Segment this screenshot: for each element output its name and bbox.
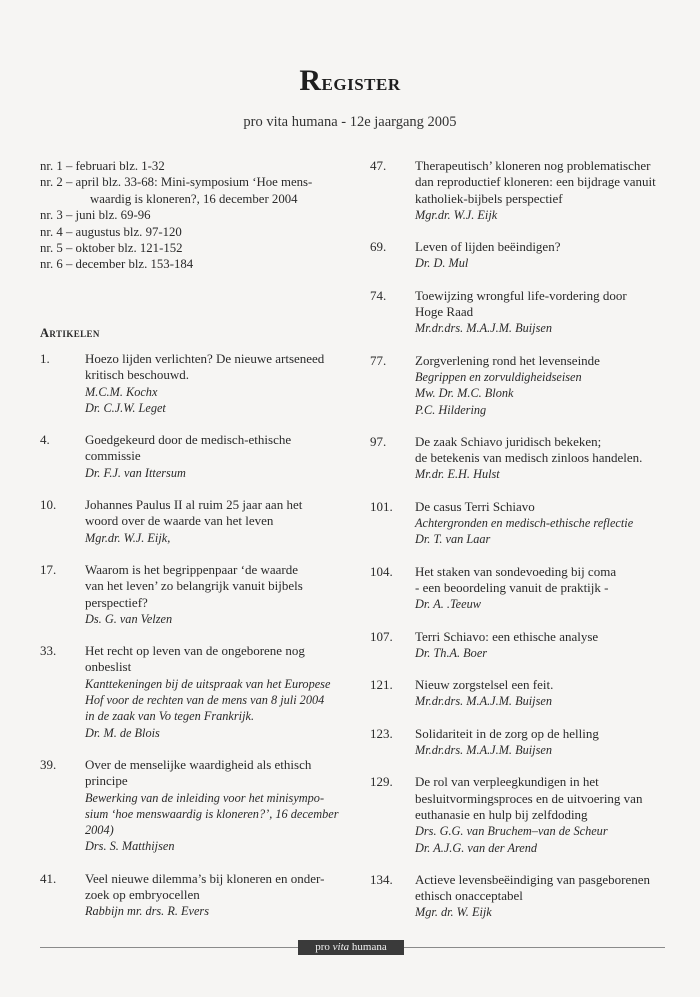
article-subtitle-line: Kanttekeningen bij de uitspraak van het Europese (85, 676, 331, 691)
article-author: Dr. F.J. van Ittersum (85, 465, 186, 480)
article-entry (40, 562, 340, 627)
article-title-line: euthanasie en hulp bij zelfdoding (415, 806, 588, 822)
article-subtitle-line: in de zaak van Vo tegen Frankrijk. (85, 709, 255, 724)
issue-item (40, 207, 340, 223)
article-page-number: 134. (370, 871, 393, 887)
article-title-line: Hoge Raad (415, 304, 474, 320)
article-title-line: kritisch beschouwd. (85, 367, 189, 383)
article-page-number: 10. (40, 497, 57, 513)
article-page-number: 17. (40, 561, 57, 577)
article-title-line: Goedgekeurd door de medisch-ethische (85, 432, 292, 448)
article-title-line: commissie (85, 448, 141, 464)
article-entry (370, 434, 680, 483)
article-author: Drs. G.G. van Bruchem–van de Scheur (415, 824, 608, 839)
article-title-line: Solidariteit in de zorg op de helling (415, 725, 599, 741)
article-author: Mw. Dr. M.C. Blonk (415, 386, 514, 401)
article-title-line: Hoezo lijden verlichten? De nieuwe artseneed (85, 351, 325, 366)
article-entry (370, 774, 680, 855)
article-page-number: 104. (370, 563, 393, 579)
article-page-number: 107. (370, 628, 393, 644)
article-title-line: principe (85, 773, 128, 789)
article-author: Dr. M. de Blois (85, 725, 160, 740)
article-subtitle-line: sium ‘hoe menswaardig is kloneren?’, 16 december (85, 806, 339, 821)
article-subtitle-line: Bewerking van de inleiding voor het minisympo- (85, 790, 325, 805)
article-author: Dr. A. .Teeuw (415, 597, 481, 612)
article-page-number: 101. (370, 498, 393, 514)
article-entry (370, 239, 680, 272)
issue-list (40, 158, 340, 273)
issue-text: nr. 1 – februari blz. 1-32 (40, 159, 165, 173)
article-title-line: dan reproductief kloneren: een bijdrage vanuit (415, 174, 656, 190)
article-subtitle-line: Begrippen en zorvuldigheidseisen (415, 369, 582, 384)
article-author: M.C.M. Kochx (85, 384, 158, 399)
article-title-line: Terri Schiavo: een ethische analyse (415, 628, 599, 644)
article-entry (370, 353, 680, 418)
article-title-line: Nieuw zorgstelsel een feit. (415, 677, 554, 693)
article-entry (370, 872, 680, 921)
article-title-line: Het recht op leven van de ongeborene nog (85, 643, 305, 659)
article-page-number: 129. (370, 774, 393, 790)
issue-item (40, 224, 340, 240)
article-title-line: woord over de waarde van het leven (85, 513, 274, 529)
article-title-line: katholiek-bijbels perspectief (415, 190, 563, 206)
article-entry (40, 757, 340, 855)
article-page-number: 33. (40, 643, 57, 659)
issue-item (40, 158, 340, 174)
article-author: P.C. Hildering (415, 402, 487, 417)
article-page-number: 41. (40, 870, 57, 886)
article-title-line: ethisch onacceptabel (415, 888, 523, 904)
article-title-line: van het leven’ zo belangrijk vanuit bijbels (85, 578, 303, 594)
article-title-line: de betekenis van medisch zinloos handelen. (415, 450, 643, 466)
articles-left-column (40, 351, 340, 936)
article-title-line: perspectief? (85, 594, 148, 610)
article-author: Dr. Th.A. Boer (415, 645, 488, 660)
issue-item (40, 256, 340, 272)
article-title-line: Johannes Paulus II al ruim 25 jaar aan het (85, 497, 303, 513)
article-title-line: Toewijzing wrongful life-vordering door (415, 287, 627, 303)
article-title-line: Over de menselijke waardigheid als ethisch (85, 756, 312, 772)
article-title-line: Zorgverlening rond het levenseinde (415, 352, 600, 368)
article-author: Ds. G. van Velzen (85, 611, 173, 626)
article-page-number: 121. (370, 677, 393, 693)
article-page-number: 1. (40, 351, 50, 366)
article-title-line: Actieve levensbeëindiging van pasgeborenen (415, 871, 650, 887)
article-author: Mr.dr.drs. M.A.J.M. Buijsen (415, 321, 552, 336)
article-subtitle-line: Hof voor de rechten van de mens van 8 juli 2004 (85, 693, 325, 708)
article-entry (40, 643, 340, 741)
article-author: Dr. A.J.G. van der Arend (415, 840, 538, 855)
article-page-number: 39. (40, 756, 57, 772)
article-author: Mgr. dr. W. Eijk (415, 905, 492, 920)
issue-text: nr. 5 – oktober blz. 121-152 (40, 241, 183, 256)
article-author: Dr. T. van Laar (415, 532, 491, 547)
article-entry (40, 432, 340, 481)
articles-right-column (370, 158, 680, 937)
article-page-number: 77. (370, 352, 387, 368)
article-entry (370, 158, 680, 223)
article-entry (370, 288, 680, 337)
article-title-line: - een beoordeling vanuit de praktijk - (415, 579, 609, 595)
footer-logo: pro vita humana (298, 940, 404, 955)
article-author: Rabbijn mr. drs. R. Evers (85, 904, 209, 919)
article-page-number: 4. (40, 432, 50, 448)
article-author: Dr. D. Mul (415, 256, 469, 271)
article-title-line: De rol van verpleegkundigen in het (415, 774, 599, 790)
article-page-number: 69. (370, 239, 387, 255)
issue-item (40, 174, 340, 207)
issue-text: nr. 4 – augustus blz. 97-120 (40, 224, 182, 239)
page-title: Register (299, 64, 401, 97)
article-author: Mr.dr.drs. M.A.J.M. Buijsen (415, 743, 552, 758)
issue-item (40, 240, 340, 256)
issue-text-continued: waardig is kloneren?, 16 december 2004 (90, 191, 298, 206)
article-page-number: 74. (370, 287, 387, 303)
article-subtitle-line: Achtergronden en medisch-ethische reflectie (415, 516, 634, 531)
article-author: Dr. C.J.W. Leget (85, 400, 166, 415)
article-entry (370, 726, 680, 759)
article-entry (40, 871, 340, 920)
issue-text: nr. 6 – december blz. 153-184 (40, 257, 194, 272)
article-page-number: 123. (370, 725, 393, 741)
page-subtitle: pro vita humana - 12e jaargang 2005 (243, 114, 457, 130)
article-author: Mgr.dr. W.J. Eijk (415, 207, 498, 222)
article-author: Drs. S. Matthijsen (85, 839, 175, 854)
article-page-number: 47. (370, 158, 387, 173)
article-entry (370, 629, 680, 662)
article-author: Mr.dr.drs. M.A.J.M. Buijsen (415, 694, 552, 709)
article-entry (370, 499, 680, 548)
article-title-line: Veel nieuwe dilemma’s bij kloneren en onder- (85, 870, 325, 886)
article-title-line: Leven of lijden beëindigen? (415, 239, 561, 255)
article-title-line: Waarom is het begrippenpaar ‘de waarde (85, 561, 298, 577)
article-author: Mr.dr. E.H. Hulst (415, 467, 500, 482)
article-title-line: besluitvormingsproces en de uitvoering van (415, 790, 643, 806)
article-title-line: Therapeutisch’ kloneren nog problematischer (415, 158, 651, 173)
article-subtitle-line: 2004) (85, 823, 114, 838)
article-entry (370, 564, 680, 613)
article-entry (40, 497, 340, 546)
article-title-line: Het staken van sondevoeding bij coma (415, 563, 617, 579)
article-entry (40, 351, 340, 416)
article-page-number: 97. (370, 433, 387, 449)
article-title-line: De casus Terri Schiavo (415, 498, 535, 514)
article-title-line: zoek op embryocellen (85, 887, 200, 903)
section-heading: Artikelen (40, 326, 100, 340)
article-author: Mgr.dr. W.J. Eijk, (85, 530, 171, 545)
article-title-line: onbeslist (85, 659, 132, 675)
article-title-line: De zaak Schiavo juridisch bekeken; (415, 433, 602, 449)
issue-text: nr. 2 – april blz. 33-68: Mini-symposium ‘Hoe mens- (40, 175, 313, 190)
article-entry (370, 677, 680, 710)
issue-text: nr. 3 – juni blz. 69-96 (40, 208, 151, 223)
